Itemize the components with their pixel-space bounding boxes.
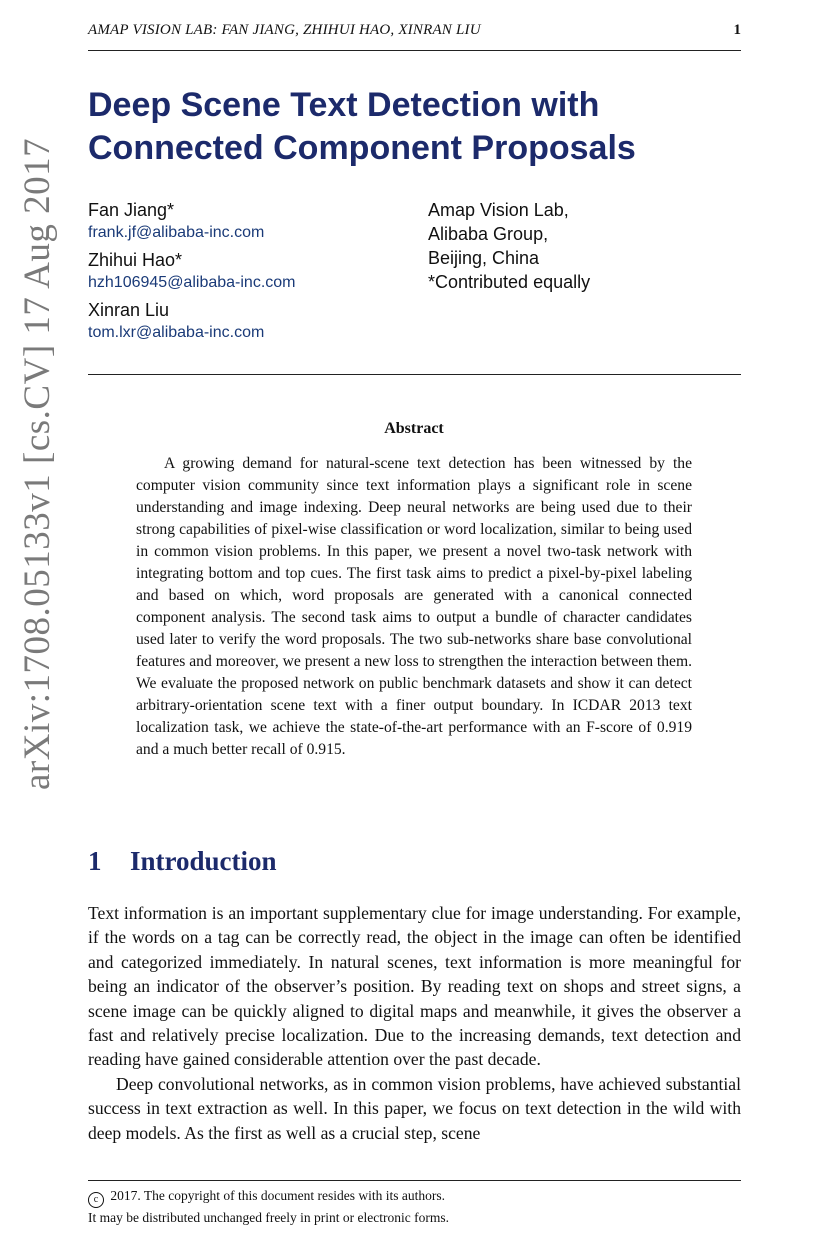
footnote-divider	[88, 1180, 741, 1181]
running-title: AMAP VISION LAB: FAN JIANG, ZHIHUI HAO, XINRAN LIU	[88, 22, 481, 38]
equal-contribution-note: *Contributed equally	[428, 272, 591, 292]
body-paragraph: Deep convolutional networks, as in common vision problems, have achieved substantial success in text extraction as well. In this paper, we focus on text detection in the wild with deep models. As the first as well as a crucial step, scene	[88, 1073, 741, 1143]
section-body	[88, 901, 741, 1145]
copyright-line: 2017. The copyright of this document resides with its authors.	[110, 1188, 445, 1203]
author-list	[88, 198, 408, 348]
running-header	[88, 20, 741, 51]
affiliation-line: Alibaba Group,	[428, 224, 549, 244]
page-number: 1	[733, 22, 741, 38]
arxiv-stamp: arXiv:1708.05133v1 [cs.CV] 17 Aug 2017	[17, 137, 58, 790]
author-name: Xinran Liu	[88, 300, 170, 320]
author-email-link[interactable]: frank.jf@alibaba-inc.com	[88, 224, 265, 241]
distribution-line: It may be distributed unchanged freely in print or electronic forms.	[88, 1210, 450, 1225]
affiliation-line: Amap Vision Lab,	[428, 200, 569, 220]
affiliation-line: Beijing, China	[428, 248, 540, 268]
copyright-icon: c	[88, 1192, 104, 1208]
affiliation-block	[428, 198, 728, 294]
author-entry	[88, 248, 408, 294]
author-email-link[interactable]: hzh106945@alibaba-inc.com	[88, 274, 296, 291]
author-entry	[88, 298, 408, 344]
author-name: Zhihui Hao*	[88, 250, 183, 270]
title-divider	[88, 374, 741, 375]
paper-title: Deep Scene Text Detection with Connected Component Proposals	[88, 86, 636, 167]
body-paragraph: Text information is an important supplementary clue for image understanding. For example, if the words on a tag can be correctly read, the object in the image can often be identified and categorized immediately. In natural scenes, text information is more meaningful for being an indicator of the observer’s position. By reading text on shops and street signs, a scene image can be quickly aligned to digital maps and meanwhile, it gives the observer a fast and relatively precise localization. Due to the increasing demands, text detection and reading have gained considerable attention over the past decade.	[88, 903, 741, 1070]
abstract-heading: Abstract	[384, 420, 444, 437]
author-entry	[88, 198, 408, 244]
copyright-footnote	[88, 1186, 741, 1227]
section-heading	[88, 846, 277, 877]
section-number: 1	[88, 846, 102, 876]
author-name: Fan Jiang*	[88, 200, 175, 220]
abstract-text: A growing demand for natural-scene text detection has been witnessed by the computer vision community since text information plays a significant role in scene understanding and image indexing. Deep neural networks are being used due to their strong capabilities of pixel-wise classification or word localization, similar to being used in common vision problems. In this paper, we present a novel two-task network with integrating bottom and top cues. The first task aims to predict a pixel-by-pixel labeling and based on which, word proposals are generated with a canonical connected component analysis. The second task aims to output a bundle of character candidates used later to verify the word proposals. The two sub-networks share base convolutional features and moreover, we present a new loss to strengthen the interaction between them. We evaluate the proposed network on public benchmark datasets and show it can detect arbitrary-orientation scene text with a finer output boundary. In ICDAR 2013 text localization task, we achieve the state-of-the-art performance with an F-score of 0.919 and a much better recall of 0.915.	[136, 455, 692, 758]
author-email-link[interactable]: tom.lxr@alibaba-inc.com	[88, 324, 265, 341]
section-title: Introduction	[130, 846, 277, 876]
